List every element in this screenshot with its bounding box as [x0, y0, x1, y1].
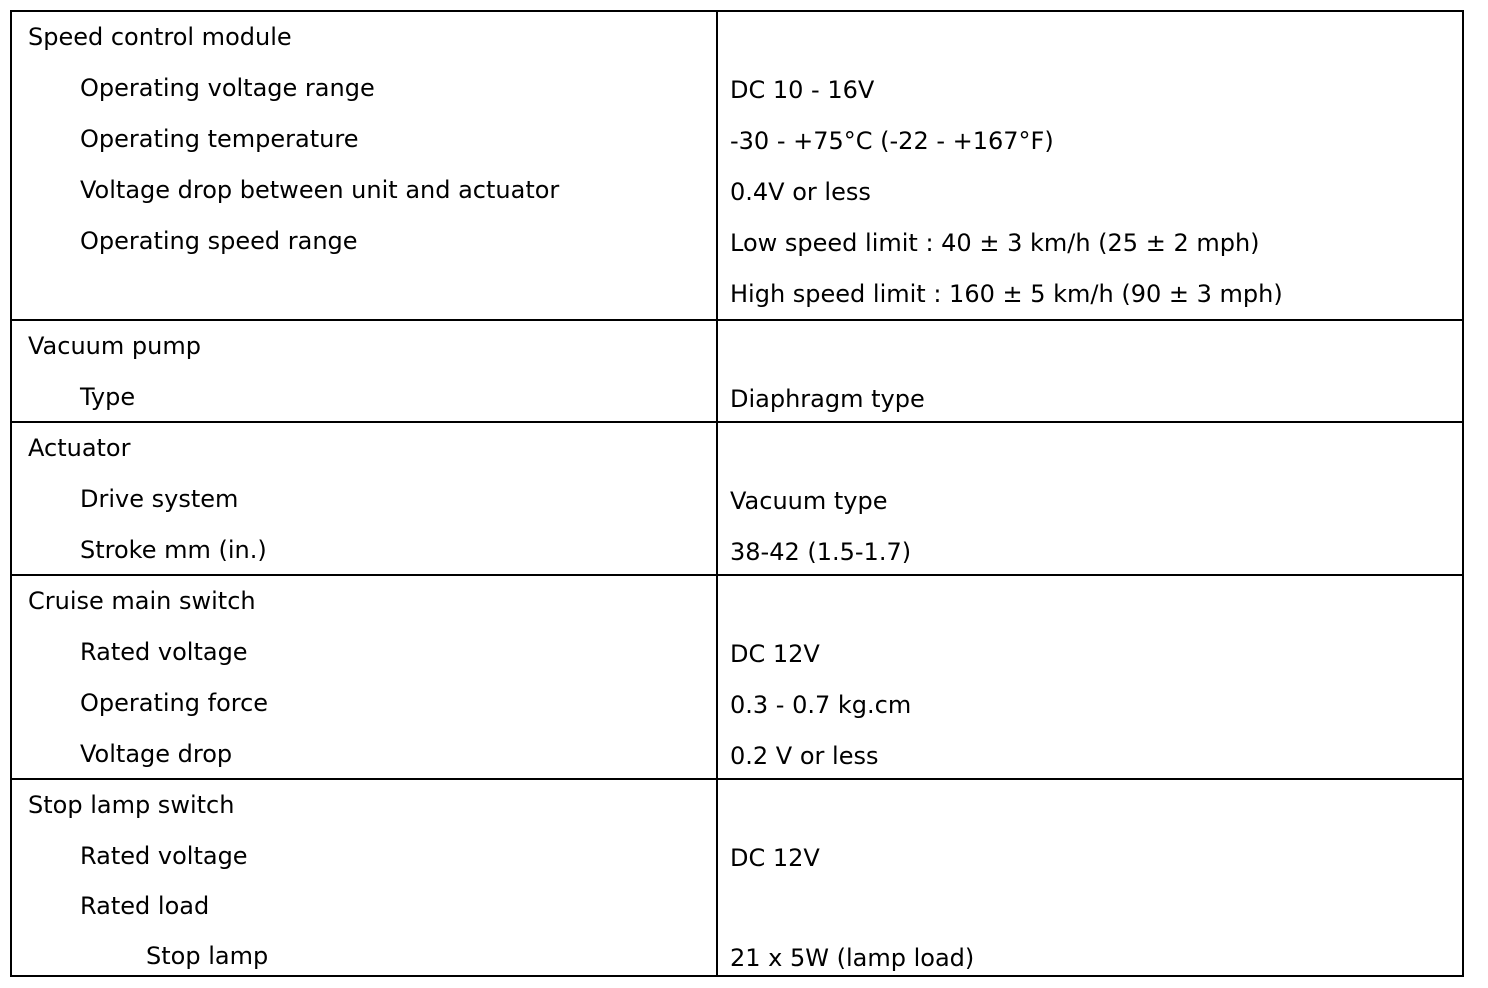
- spec-label: Operating speed range: [80, 227, 358, 255]
- spec-value: DC 12V: [730, 844, 820, 872]
- spec-row: [12, 216, 1462, 266]
- section-title-row: [12, 576, 1462, 626]
- section-title-row: [12, 780, 1462, 830]
- spec-row: [12, 372, 1462, 422]
- spec-label: Operating voltage range: [80, 74, 375, 102]
- spec-row: [12, 831, 1462, 881]
- spec-table: [10, 10, 1464, 977]
- spec-label: Operating force: [80, 689, 269, 717]
- section-stop-lamp-switch: [12, 778, 1462, 975]
- section-title: Stop lamp switch: [28, 791, 235, 819]
- spec-label: Voltage drop: [80, 740, 233, 768]
- spec-row: [12, 474, 1462, 524]
- spec-row: [12, 881, 1462, 931]
- spec-row: [12, 114, 1462, 164]
- spec-row: [12, 63, 1462, 113]
- section-title: Actuator: [28, 434, 131, 462]
- spec-value: -30 - +75°C (-22 - +167°F): [730, 127, 1054, 155]
- section-speed-control-module: [12, 12, 1462, 319]
- section-title-row: [12, 423, 1462, 473]
- spec-value: Low speed limit : 40 ± 3 km/h (25 ± 2 mph): [730, 229, 1260, 257]
- spec-label: Rated voltage: [80, 842, 248, 870]
- spec-row: [12, 525, 1462, 575]
- spec-value: 38-42 (1.5-1.7): [730, 538, 912, 566]
- section-title-row: [12, 321, 1462, 371]
- spec-value: 21 x 5W (lamp load): [730, 944, 975, 972]
- spec-value: 0.3 - 0.7 kg.cm: [730, 691, 912, 719]
- spec-row: [12, 627, 1462, 677]
- spec-label: Type: [80, 383, 136, 411]
- section-title: Vacuum pump: [28, 332, 201, 360]
- section-title: Cruise main switch: [28, 587, 256, 615]
- spec-label: Rated load: [80, 892, 210, 920]
- spec-label: Voltage drop between unit and actuator: [80, 176, 560, 204]
- spec-row: [12, 267, 1462, 317]
- section-title: Speed control module: [28, 23, 292, 51]
- spec-value: DC 10 - 16V: [730, 76, 875, 104]
- spec-value: 0.4V or less: [730, 178, 871, 206]
- spec-label: Rated voltage: [80, 638, 248, 666]
- spec-label: Operating temperature: [80, 125, 359, 153]
- spec-row: [12, 678, 1462, 728]
- spec-row: [12, 729, 1462, 779]
- spec-value: Diaphragm type: [730, 385, 925, 413]
- spec-row: [12, 931, 1462, 981]
- section-actuator: [12, 421, 1462, 574]
- spec-value: High speed limit : 160 ± 5 km/h (90 ± 3 mph): [730, 280, 1283, 308]
- section-vacuum-pump: [12, 319, 1462, 421]
- spec-label: Stroke mm (in.): [80, 536, 267, 564]
- spec-value: DC 12V: [730, 640, 820, 668]
- spec-value: 0.2 V or less: [730, 742, 879, 770]
- spec-row: [12, 165, 1462, 215]
- section-cruise-main-switch: [12, 574, 1462, 778]
- spec-label: Drive system: [80, 485, 239, 513]
- spec-label: Stop lamp: [146, 942, 269, 970]
- spec-value: Vacuum type: [730, 487, 888, 515]
- section-title-row: [12, 12, 1462, 62]
